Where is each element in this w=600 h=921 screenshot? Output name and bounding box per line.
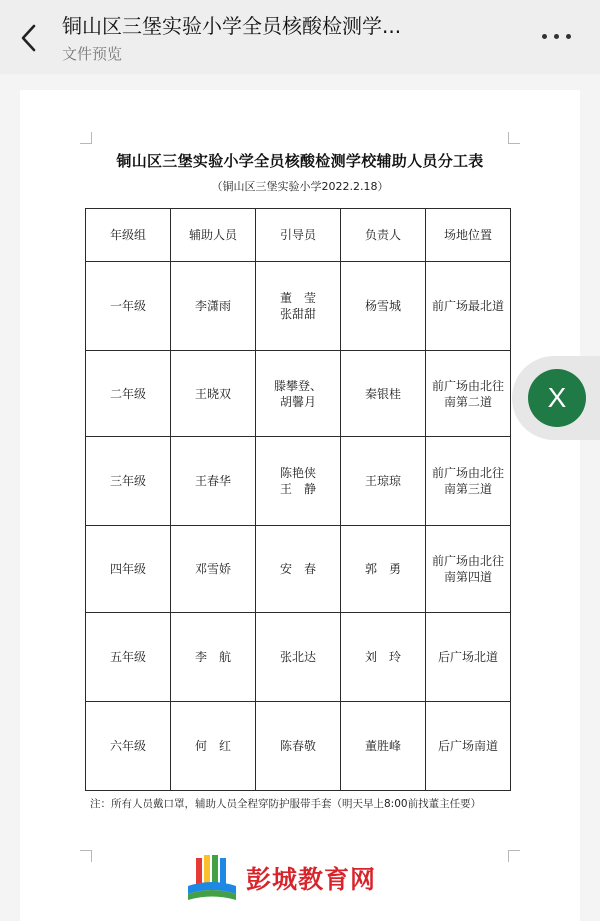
location-line: 南第三道 [443,482,492,496]
location-line: 前广场由北往 [431,554,504,568]
more-dots-icon [542,34,547,39]
document-title: 铜山区三堡实验小学全员核酸检测学校辅助人员分工表 [116,152,484,170]
location-line: 南第四道 [443,570,492,584]
grade-cell: 四年级 [86,526,171,613]
guide-cell [256,262,341,351]
grade-cell: 三年级 [86,437,171,526]
file-preview-label: 文件预览 [62,45,123,63]
table-row [86,351,511,437]
top-bar [0,0,600,74]
guide-name: 陈艳侠 [279,466,316,480]
leader-cell: 郭 勇 [341,526,426,613]
location-cell [426,351,511,437]
logo-text: 彭城教育网 [246,865,377,894]
grade-cell: 五年级 [86,613,171,702]
chevron-left-icon [14,22,44,54]
grade-cell: 一年级 [86,262,171,351]
guide-cell [256,437,341,526]
location-cell [426,526,511,613]
location-line: 前广场最北道 [431,299,504,313]
assistant-cell: 王春华 [171,437,256,526]
table-row [86,437,511,526]
guide-name: 董 莹 [279,291,316,305]
footnote: 注：所有人员戴口罩，辅助人员全程穿防护服带手套（明天早上8:00前找董主任要） [90,798,482,810]
table-row [86,702,511,791]
table-row [86,526,511,613]
location-cell [426,262,511,351]
page-corner-mark [80,850,92,862]
guide-name: 王 静 [279,482,316,496]
page-corner-mark [508,132,520,144]
assistant-cell: 邓雪娇 [171,526,256,613]
assistant-cell: 李潇雨 [171,262,256,351]
location-cell [426,437,511,526]
document-page [20,90,580,921]
assistant-cell: 李 航 [171,613,256,702]
assistant-cell: 何 红 [171,702,256,791]
book-logo-icon [184,852,240,908]
guide-cell [256,526,341,613]
excel-x-icon: X [528,369,586,427]
file-title: 铜山区三堡实验小学全员核酸检测学... [62,14,402,38]
assistant-cell: 王晓双 [171,351,256,437]
leader-cell: 董胜峰 [341,702,426,791]
assignment-table [85,208,511,791]
header-cell: 辅助人员 [171,209,256,262]
guide-name: 陈春敬 [279,739,316,753]
header-cell: 年级组 [86,209,171,262]
leader-cell: 杨雪城 [341,262,426,351]
location-line: 前广场由北往 [431,378,504,393]
table-header-row [86,209,511,262]
location-line: 南第二道 [443,394,492,409]
location-line: 后广场北道 [437,650,498,664]
leader-cell: 王琼琼 [341,437,426,526]
document-date: （铜山区三堡实验小学2022.2.18） [211,180,389,193]
grade-cell: 六年级 [86,702,171,791]
back-button[interactable] [14,22,44,54]
guide-cell [256,613,341,702]
location-line: 前广场由北往 [431,466,504,480]
location-line: 后广场南道 [437,739,498,753]
location-cell [426,702,511,791]
guide-cell [256,702,341,791]
leader-cell: 刘 玲 [341,613,426,702]
guide-name: 胡馨月 [279,394,316,409]
table-row [86,262,511,351]
guide-name: 张甜甜 [279,307,316,321]
guide-name: 安 春 [279,562,316,576]
header-cell: 引导员 [256,209,341,262]
guide-name: 滕攀登、 [273,378,322,393]
page-corner-mark [80,132,92,144]
table-row [86,613,511,702]
page-corner-mark [508,850,520,862]
site-logo [184,852,414,908]
grade-cell: 二年级 [86,351,171,437]
more-options-button[interactable] [540,28,574,46]
header-cell: 场地位置 [426,209,511,262]
location-cell [426,613,511,702]
open-in-excel-button[interactable] [512,356,600,440]
header-cell: 负责人 [341,209,426,262]
guide-name: 张北达 [279,650,316,664]
guide-cell [256,351,341,437]
leader-cell: 秦银桂 [341,351,426,437]
